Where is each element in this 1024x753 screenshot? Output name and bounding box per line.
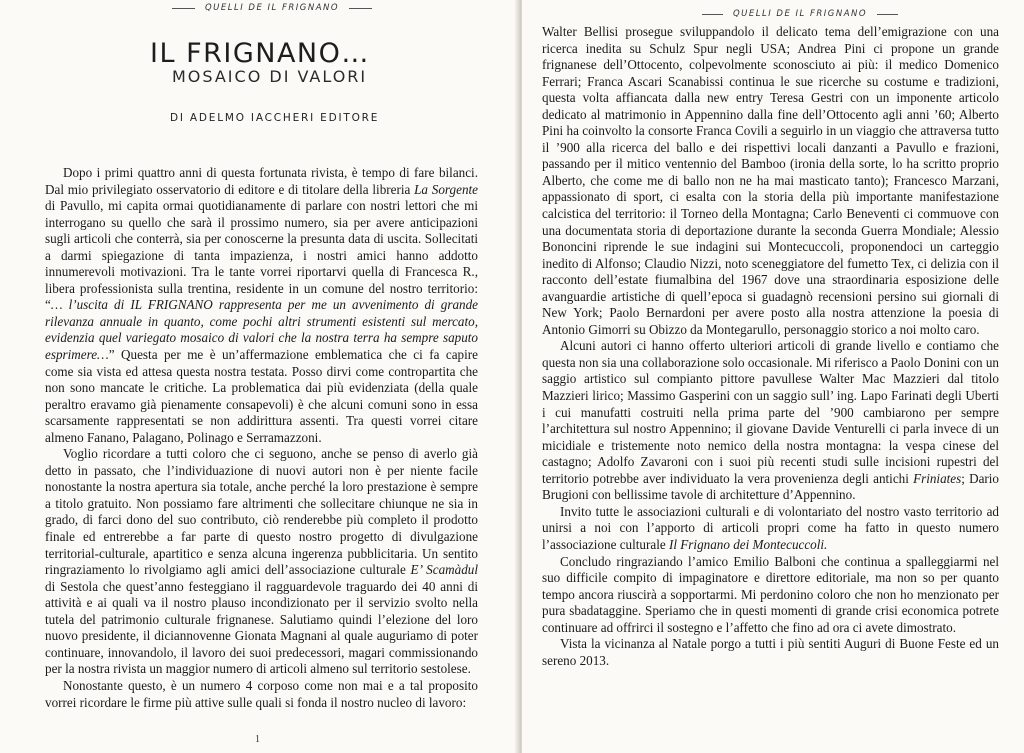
paragraph: Nonostante questo, è un numero 4 corposo come non mai e a tal proposito vorrei ricordare le firme più attive sulle quali si fonda il nostro nucleo di lavoro: [45,677,478,710]
text-run: di Pavullo, mi capita ormai quotidianamente di parlare con nostri lettori che mi interrogano su quello che sarà il prossimo numero, sia per avere anticipazioni sugli articoli che conterrà, sia per conoscerne la presunta data di uscita. Sollecitati a darmi spiegazione di tanta impazienza, i nostri amici hanno addotto innumerevoli motivazioni. Tra le tante vorrei riportarvi quella di Francesca R., libera professionista sulla trentina, residente in un comune del nostro territorio: “ [45,198,478,313]
running-head-text: QUELLI DE IL FRIGNANO [732,9,868,19]
left-body-text [45,165,478,711]
paragraph: Concludo ringraziando l’amico Emilio Balboni che continua a spalleggiarmi nel suo difficile compito di impaginatore e direttore editoriale, ma non so per quanto tempo ancora riuscirà a sopportarmi. Mi perdonino coloro che non ho menzionato per pura sbadataggine. Speriamo che in questi momenti di grande crisi economica potrete continuare ad offrirci il sostegno e l’affetto che fino ad ora ci avete dimostrato. [542,553,999,635]
paragraph [45,165,478,446]
text-run: ” Questa per me è un’affermazione emblematica che ci fa capire come sia vista ed attesa questa nostra testata. Posso dirvi come contropartita che non sono mancate le critiche. La problematica dai più evidenziata (della quale peraltro eravamo già pienamente consapevoli) è che alcuni comuni sono in essa scarsamente rappresentati se non addirittura assenti. Tra questi vorrei citare almeno Fanano, Palagano, Polinago e Serramazzoni. [45,347,478,445]
header-rule [702,14,723,15]
article-title: IL FRIGNANO… [150,38,370,69]
header-rule [349,8,372,9]
article-subtitle: MOSAICO DI VALORI [172,67,368,86]
paragraph [542,504,999,554]
paragraph: Walter Bellisi prosegue sviluppandolo il delicato tema dell’emigrazione con una ricerca inedita su Schulz Spur negli USA; Andrea Pini ci propone un grande frignanese dell’Ottocento, colpevolmente sconosciuto ai più: il medico Domenico Ferrari; Franca Ascari Scanabissi continua le sue ricerche su costume e tradizioni, questa volta affiancata dalla new entry Teresa Gestri con un imponente articolo dedicato al matrimonio in Appennino dalla fine dell’Ottocento agli anni ’60; Alberto Pini ha coinvolto la consorte Franca Covili a seguirlo in un viaggio che attraversa tutto il ’900 alla ricerca del ballo e dei rispettivi locali danzanti a Pavullo e frazioni, passando per il mitico ventennio del Bamboo (ironia della sorte, lo ha scritto proprio Alberto, che come me di ballo non ne ha mai masticato tanto); Francesco Marzani, appassionato di sport, ci esalta con la storia della più importante manifestazione calcistica del territorio: il Torneo della Montagna; Carlo Beneventi ci commuove con una documentata storia di deportazione durante la seconda Guerra Mondiale; Alessio Bononcini riprende le sue indagini sui Montecuccoli, proponendoci un carteggio inedito di Alfonso; Claudio Nizzi, noto sceneggiatore del fumetto Tex, ci delizia con il racconto dell’estate fiumalbina del 1967 dove una straordinaria esposizione delle avanguardie artistiche di quell’epoca si guadagnò recensioni persino sui giornali di New York; Paolo Bernardoni per avere posto alla nostra attenzione la poesia di Antonio Gimorri su Obizzo da Montegarullo, personaggio storico a noi molto caro. [542,24,999,337]
right-page [522,0,1024,753]
running-head-text: QUELLI DE IL FRIGNANO [204,3,340,13]
text-run: ; Dario Brugioni con bellissime tavole di architetture d’Appennino. [542,470,999,503]
bookstore-name: La Sorgente [414,181,478,197]
text-run: Invito tutte le associazioni culturali e di volontariato del nostro vasto territorio ad unirsi a noi con l’apporto di articoli propri come ha fatto in questo numero l’associazione culturale [542,503,999,552]
right-body-text [542,24,999,669]
text-run: Voglio ricordare a tutti coloro che ci seguono, anche se penso di averlo già detto in passato, che l’individuazione di nuovi autori non è per niente facile nonostante la nostra apertura sia totale, anche perché la loro prestazione è sempre a titolo gratuito. Non possiamo fare altrimenti che sollecitare chiunque ne sia in grado, di farci dono del suo contributo, ciò renderebbe più completo il prodotto finale ed entrerebbe a far parte di questo nostro progetto di divulgazione territorial-culturale, apartitico e senza alcuna ingerenza pubblicitaria. Un sentito ringraziamento lo rivolgiamo agli amici dell’associazione culturale [45,446,478,578]
friniates-term: Friniates [913,470,962,486]
header-rule [877,14,898,15]
article-title-block [150,38,410,86]
text-run: Dopo i primi quattro anni di questa fortunata rivista, è tempo di fare bilanci. Dal mio privilegiato osservatorio di editore e di titolare della libreria [45,165,478,197]
association-name: Il Frignano dei Montecuccoli. [668,536,828,552]
association-name: E’ Scamàdul [410,562,478,578]
paragraph [45,446,478,678]
paragraph: Vista la vicinanza al Natale porgo a tutti i più sentiti Auguri di Buone Feste ed un sereno 2013. [542,636,999,668]
article-byline: DI ADELMO IACCHERI EDITORE [170,112,380,124]
running-head-right [702,6,898,22]
reader-quote: … l’uscita di IL FRIGNANO rappresenta per me un avvenimento di grande rilevanza annuale in quanto, come pochi altri strumenti esistenti sul mercato, evidenzia quel variegato mosaico di valori che la nostra terra ha sempre saputo esprimere… [45,297,478,363]
paragraph [542,338,999,503]
page-number: 1 [255,734,260,745]
text-run: di Sestola che quest’anno festeggiano il ragguardevole traguardo dei 40 anni di attività e ai quali va il nostro plauso incondizionato per il servizio svolto nella tutela del patrimonio culturale frignanese. Salutiamo quindi l’elezione del loro nuovo presidente, il diciannovenne Gionata Magnani al quale auguriamo di poter continuare, innovandolo, il lavoro dei suoi predecessori, magari commissionando per la nostra rivista un maggior numero di articoli almeno sul territorio sestolese. [45,578,478,677]
running-head-left [172,0,372,16]
text-run: Alcuni autori ci hanno offerto ulteriori articoli di grande livello e contiamo che questa non sia una collaborazione solo occasionale. Mi riferisco a Paolo Donini con un saggio artistico sul compianto pittore pavullese Walter Mac Mazzieri dal titolo Mazzieri lirico; Massimo Gasperini con un saggio sull’ ing. Lapo Farinati degli Uberti i cui manufatti costruiti nella prima parte del ’900 cambiarono per sempre l’architettura sul nostro Appennino; il giovane Davide Venturelli ci parla invece di un micidiale e tristemente noto nemico della nostra montagna: la vespa cinese del castagno; Adolfo Zavaroni con i suoi più recenti studi sulle incisioni rupestri del territorio potrebbe aver individuato la vera provenienza degli antichi [542,338,999,486]
header-rule [172,8,195,9]
